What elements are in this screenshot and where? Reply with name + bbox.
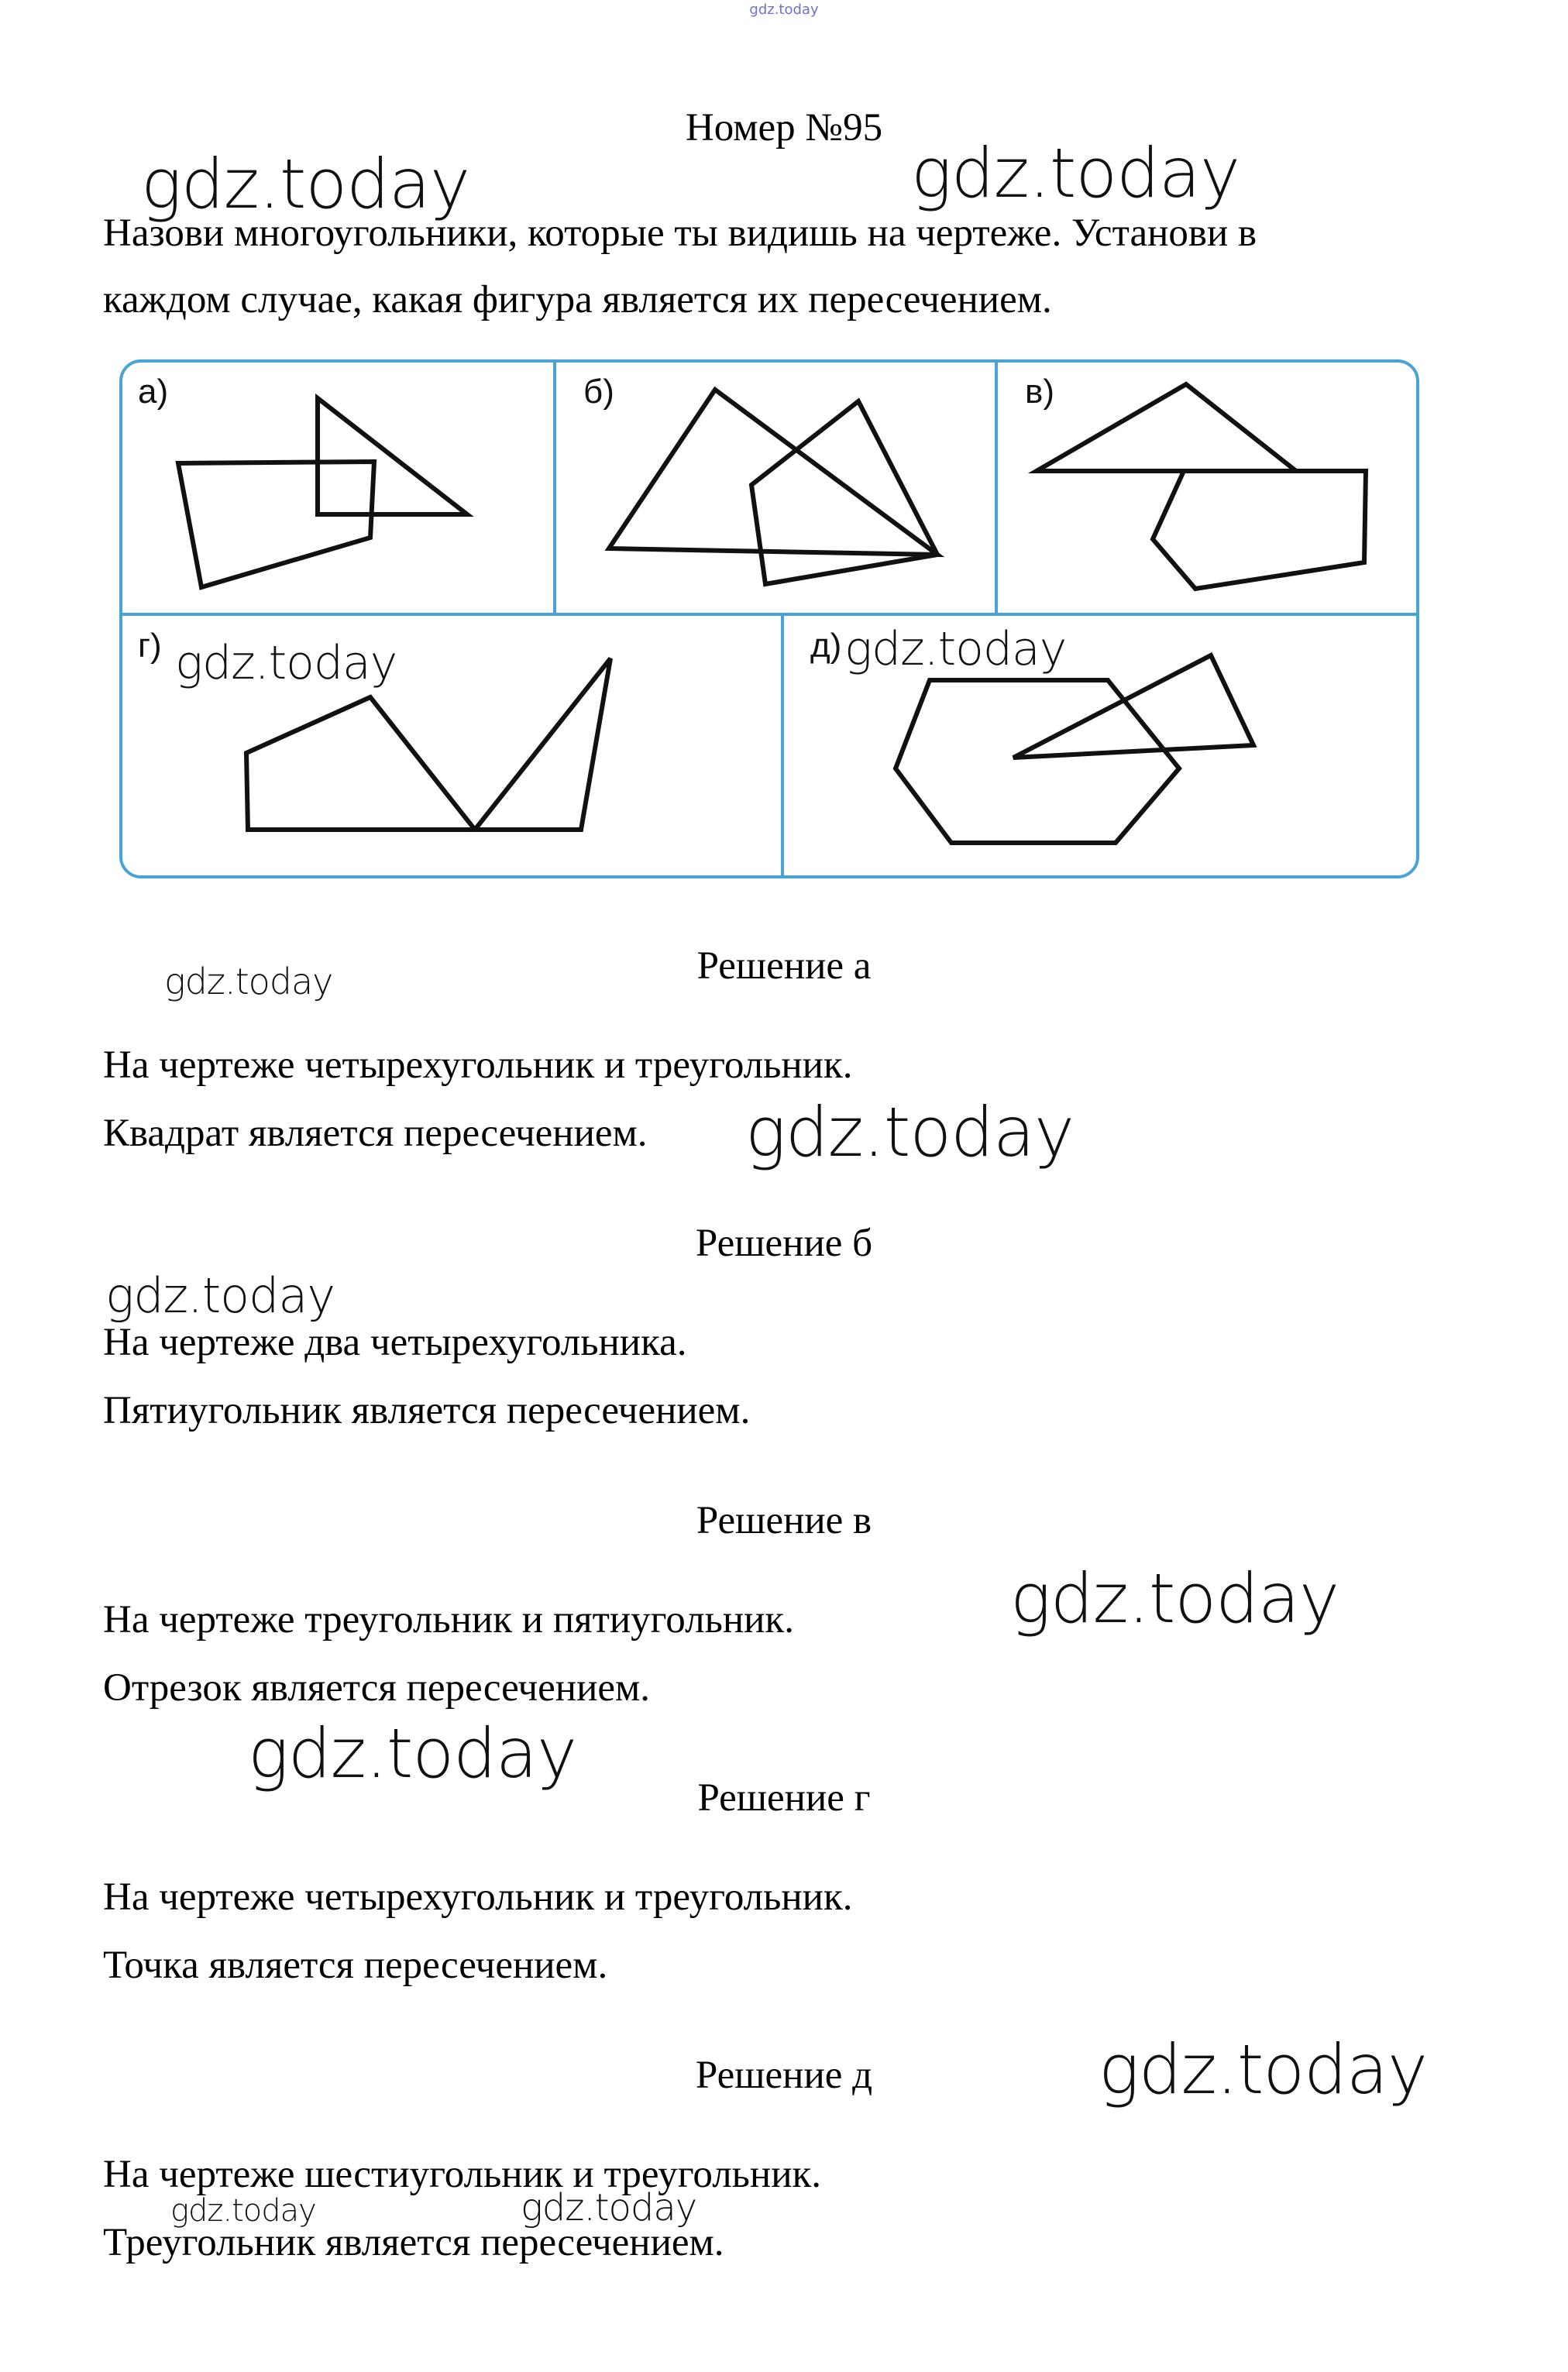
triangle-g [475,658,610,830]
triangle-b [609,390,937,555]
page-title: Номер №95 [685,106,883,150]
solution-v-line-1: На чертеже треугольник и пятиугольник. [103,1598,794,1641]
triangle-a [318,398,467,514]
quadrilateral-a [178,462,374,587]
solution-g-heading: Решение г [697,1776,871,1820]
solution-b-heading: Решение б [695,1222,873,1265]
top-watermark: gdz.today [749,2,819,18]
solution-d-line-2: Треугольник является пересечением. [103,2221,724,2264]
watermark: gdz.today [105,1267,335,1324]
watermark: gdz.today [844,622,1067,676]
label-v: в) [1025,373,1055,411]
solution-g-line-2: Точка является пересечением. [103,1944,608,1987]
solution-v-line-2: Отрезок является пересечением. [103,1666,651,1710]
quadrilateral-b [751,401,937,584]
watermark: gdz.today [141,144,470,224]
solution-a-line-1: На чертеже четырехугольник и треугольник. [103,1043,853,1087]
pentagon-v [1153,471,1366,589]
solution-b-line-2: Пятиугольник является пересечением. [103,1389,751,1432]
watermark: gdz.today [745,1092,1075,1172]
label-a: а) [138,373,169,411]
watermark: gdz.today [170,2193,316,2229]
watermark: gdz.today [521,2186,697,2229]
label-b: б) [583,373,614,411]
watermark: gdz.today [911,133,1240,213]
watermark: gdz.today [248,1714,577,1793]
hexagon-d [896,680,1179,843]
solution-d-heading: Решение д [695,2054,873,2097]
watermark: gdz.today [1010,1559,1339,1638]
triangle-v [1037,384,1296,471]
solution-g-line-1: На чертеже четырехугольник и треугольник. [103,1875,853,1919]
label-d: д) [810,627,842,665]
polygons-figure [115,355,1424,889]
watermark: gdz.today [1099,2030,1428,2109]
solution-d-line-1: На чертеже шестиугольник и треугольник. [103,2153,822,2196]
solution-v-heading: Решение в [696,1499,872,1542]
solution-a-line-2: Квадрат является пересечением. [103,1112,648,1155]
solution-a-heading: Решение а [696,944,872,988]
task-text-line-2: каждом случае, какая фигура является их пересечением. [103,278,1052,321]
task-text-line-1: Назови многоугольники, которые ты видишь на чертеже. Установи в [103,211,1257,255]
watermark: gdz.today [164,961,333,1002]
label-g: г) [138,627,162,665]
quadrilateral-g [246,697,475,830]
solution-b-line-1: На чертеже два четырехугольника. [103,1321,687,1364]
watermark: gdz.today [175,636,397,690]
